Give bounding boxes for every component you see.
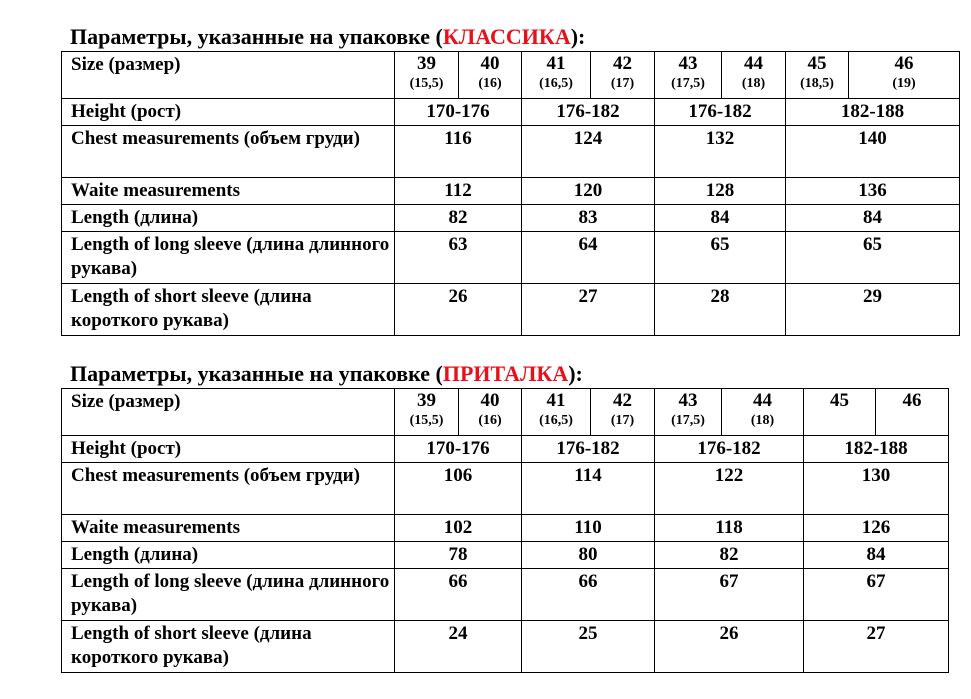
value-cell: 82 xyxy=(655,542,804,569)
value-cell: 176-182 xyxy=(522,99,655,126)
table-row xyxy=(62,542,949,569)
size-cell: 46 xyxy=(876,389,949,436)
row-label: Length of short sleeve (длина короткого рукава) xyxy=(62,284,395,336)
size-cell: 42 (17) xyxy=(591,52,655,99)
size-cell: 46 (19) xyxy=(849,52,960,99)
value-cell: 120 xyxy=(522,178,655,205)
value-cell: 182-188 xyxy=(786,99,960,126)
title-accent: ПРИТАЛКА xyxy=(442,361,569,386)
table-row xyxy=(62,99,960,126)
size-cell: 42 (17) xyxy=(591,389,655,436)
value-cell: 176-182 xyxy=(522,436,655,463)
value-cell: 122 xyxy=(655,463,804,515)
table-title-classic xyxy=(70,24,585,50)
value-cell: 102 xyxy=(395,515,522,542)
size-label: Size (размер) xyxy=(62,52,395,99)
row-label: Chest measurements (объем груди) xyxy=(62,126,395,178)
table-title-fitted xyxy=(70,361,583,387)
table-row xyxy=(62,178,960,205)
value-cell: 176-182 xyxy=(655,99,786,126)
size-cell: 44 (18) xyxy=(722,52,786,99)
size-table-classic xyxy=(61,51,960,336)
value-cell: 83 xyxy=(522,205,655,232)
value-cell: 67 xyxy=(804,569,949,621)
value-cell: 126 xyxy=(804,515,949,542)
row-label: Waite measurements xyxy=(62,178,395,205)
size-cell: 45 (18,5) xyxy=(786,52,849,99)
value-cell: 67 xyxy=(655,569,804,621)
value-cell: 63 xyxy=(395,232,522,284)
table-row xyxy=(62,232,960,284)
value-cell: 65 xyxy=(655,232,786,284)
title-suffix: ): xyxy=(570,24,586,49)
row-label: Chest measurements (объем груди) xyxy=(62,463,395,515)
value-cell: 114 xyxy=(522,463,655,515)
value-cell: 170-176 xyxy=(395,99,522,126)
value-cell: 26 xyxy=(655,621,804,673)
value-cell: 84 xyxy=(786,205,960,232)
table-row xyxy=(62,436,949,463)
table-row xyxy=(62,126,960,178)
row-label: Length (длина) xyxy=(62,542,395,569)
row-label: Length (длина) xyxy=(62,205,395,232)
value-cell: 106 xyxy=(395,463,522,515)
title-suffix: ): xyxy=(568,361,583,386)
size-label: Size (размер) xyxy=(62,389,395,436)
title-prefix: Параметры, указанные на упаковке ( xyxy=(70,361,443,386)
value-cell: 128 xyxy=(655,178,786,205)
size-cell: 40 (16) xyxy=(459,52,522,99)
value-cell: 182-188 xyxy=(804,436,949,463)
size-cell: 41 (16,5) xyxy=(522,52,591,99)
title-prefix: Параметры, указанные на упаковке ( xyxy=(70,24,443,49)
row-label: Waite measurements xyxy=(62,515,395,542)
size-row xyxy=(62,52,960,99)
value-cell: 27 xyxy=(522,284,655,336)
value-cell: 116 xyxy=(395,126,522,178)
row-label: Length of long sleeve (длина длинного рукава) xyxy=(62,569,395,621)
size-row xyxy=(62,389,949,436)
size-cell: 45 xyxy=(804,389,876,436)
value-cell: 170-176 xyxy=(395,436,522,463)
value-cell: 84 xyxy=(804,542,949,569)
table-row xyxy=(62,569,949,621)
table-row xyxy=(62,205,960,232)
size-cell: 43 (17,5) xyxy=(655,389,722,436)
value-cell: 124 xyxy=(522,126,655,178)
value-cell: 25 xyxy=(522,621,655,673)
value-cell: 82 xyxy=(395,205,522,232)
table-row xyxy=(62,284,960,336)
value-cell: 130 xyxy=(804,463,949,515)
value-cell: 136 xyxy=(786,178,960,205)
size-table-fitted xyxy=(61,388,949,673)
value-cell: 112 xyxy=(395,178,522,205)
value-cell: 29 xyxy=(786,284,960,336)
table-row xyxy=(62,515,949,542)
value-cell: 78 xyxy=(395,542,522,569)
value-cell: 26 xyxy=(395,284,522,336)
size-cell: 39 (15,5) xyxy=(395,52,459,99)
table-row xyxy=(62,621,949,673)
row-label: Length of long sleeve (длина длинного рукава) xyxy=(62,232,395,284)
value-cell: 176-182 xyxy=(655,436,804,463)
value-cell: 140 xyxy=(786,126,960,178)
value-cell: 80 xyxy=(522,542,655,569)
value-cell: 27 xyxy=(804,621,949,673)
size-cell: 43 (17,5) xyxy=(655,52,722,99)
value-cell: 64 xyxy=(522,232,655,284)
row-label: Length of short sleeve (длина короткого рукава) xyxy=(62,621,395,673)
value-cell: 132 xyxy=(655,126,786,178)
size-cell: 39 (15,5) xyxy=(395,389,459,436)
size-cell: 41 (16,5) xyxy=(522,389,591,436)
value-cell: 24 xyxy=(395,621,522,673)
size-cell: 40 (16) xyxy=(459,389,522,436)
row-label: Height (рост) xyxy=(62,99,395,126)
value-cell: 84 xyxy=(655,205,786,232)
size-cell: 44 (18) xyxy=(722,389,804,436)
value-cell: 118 xyxy=(655,515,804,542)
value-cell: 66 xyxy=(522,569,655,621)
value-cell: 28 xyxy=(655,284,786,336)
value-cell: 65 xyxy=(786,232,960,284)
row-label: Height (рост) xyxy=(62,436,395,463)
value-cell: 66 xyxy=(395,569,522,621)
value-cell: 110 xyxy=(522,515,655,542)
table-row xyxy=(62,463,949,515)
title-accent: КЛАССИКА xyxy=(442,24,571,49)
